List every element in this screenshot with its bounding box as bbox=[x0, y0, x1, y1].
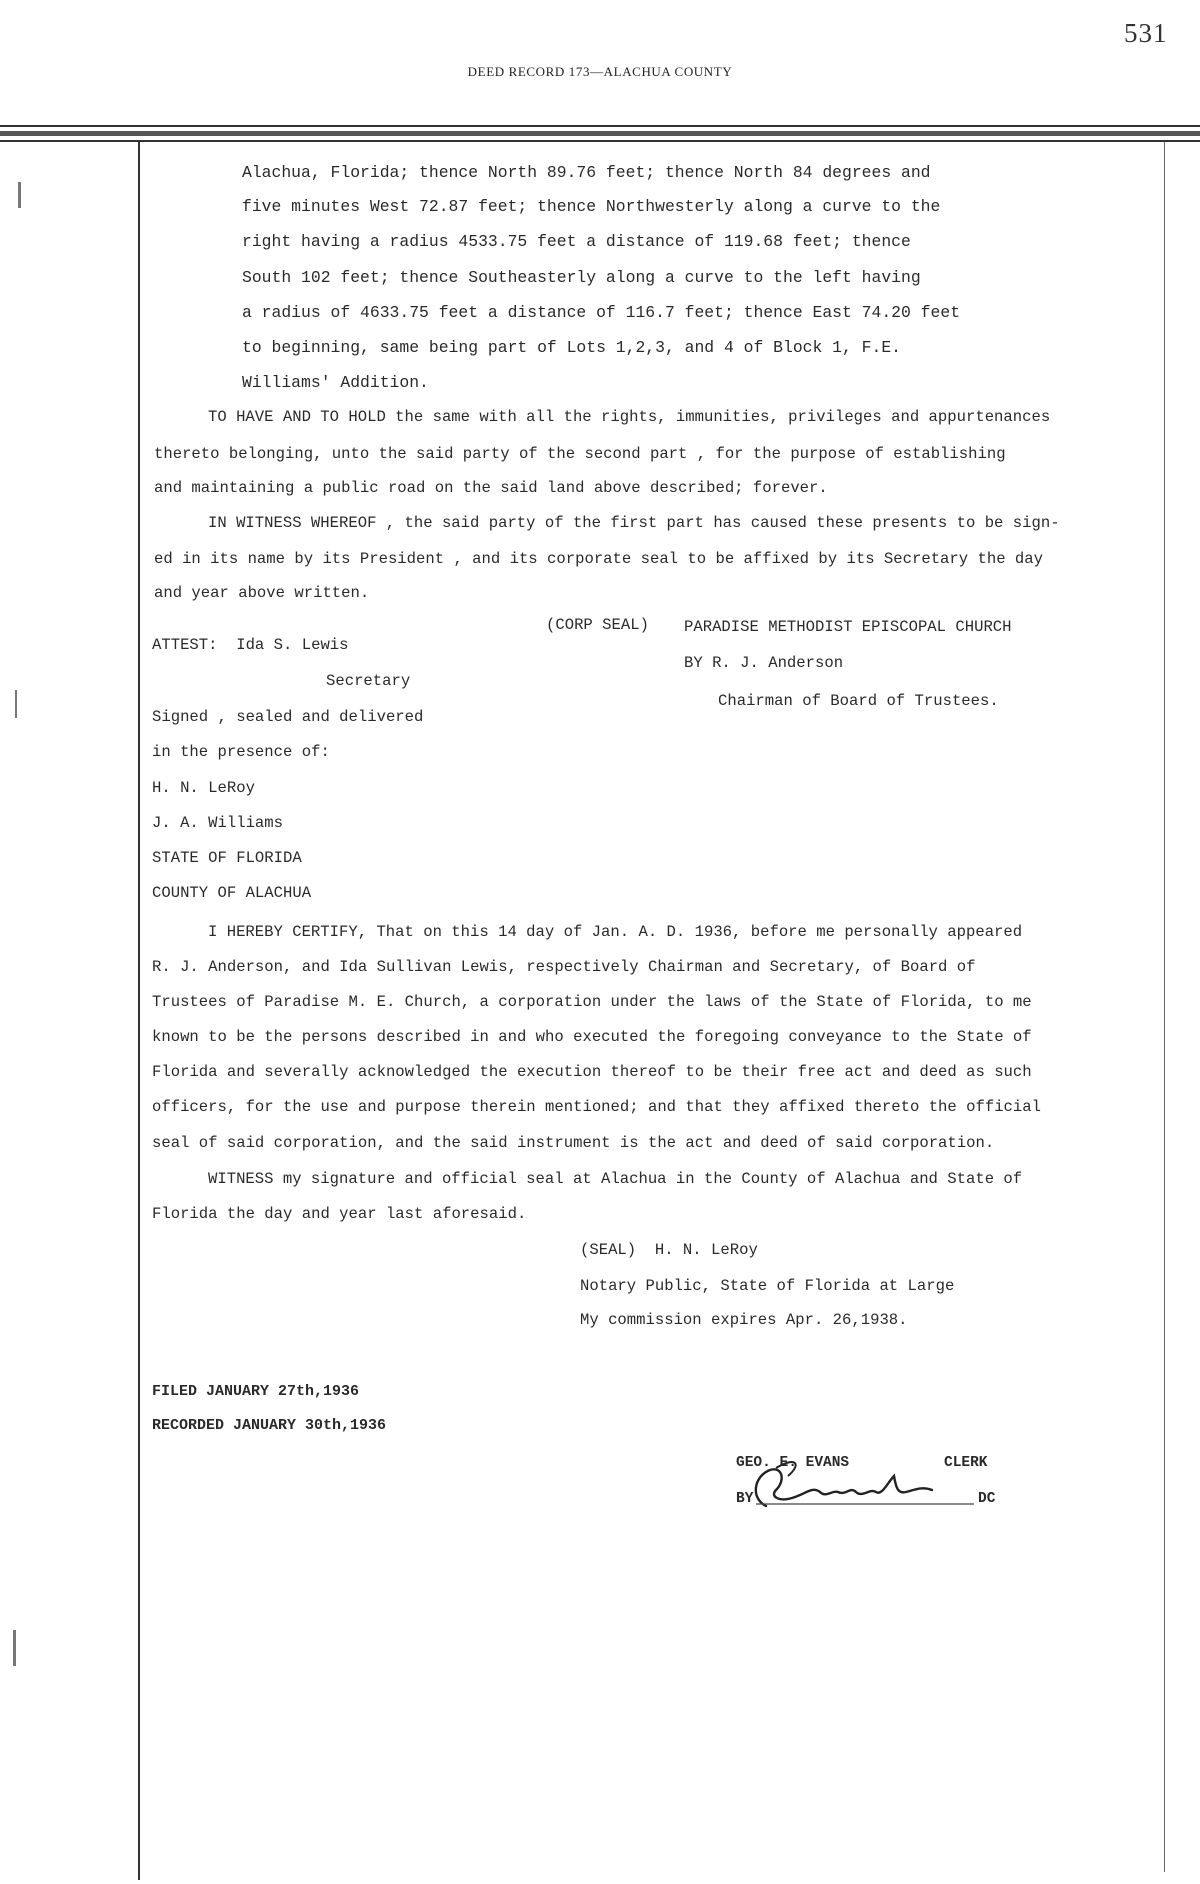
description-line: South 102 feet; thence Southeasterly along a curve to the left having bbox=[242, 268, 921, 287]
description-line: right having a radius 4533.75 feet a distance of 119.68 feet; thence bbox=[242, 232, 911, 251]
certify-line: officers, for the use and purpose therein mentioned; and that they affixed thereto the official bbox=[152, 1098, 1041, 1116]
description-line: a radius of 4633.75 feet a distance of 116.7 feet; thence East 74.20 feet bbox=[242, 303, 961, 322]
witness-name: H. N. LeRoy bbox=[152, 779, 255, 797]
habendum-line: thereto belonging, unto the said party of the second part , for the purpose of establishing bbox=[154, 445, 1006, 463]
binding-mark bbox=[18, 182, 21, 208]
witness-line: ed in its name by its President , and its corporate seal to be affixed by its Secretary the day bbox=[154, 550, 1043, 568]
habendum-line: and maintaining a public road on the said land above described; forever. bbox=[154, 479, 828, 497]
witness-seal-line: WITNESS my signature and official seal at Alachua in the County of Alachua and State of bbox=[208, 1170, 1023, 1188]
deputy-clerk-signature bbox=[736, 1406, 981, 1516]
notary-commission: My commission expires Apr. 26,1938. bbox=[580, 1311, 908, 1329]
filed-date: FILED JANUARY 27th,1936 bbox=[152, 1383, 360, 1400]
venue-county: COUNTY OF ALACHUA bbox=[152, 884, 312, 902]
page-header: DEED RECORD 173—ALACHUA COUNTY bbox=[467, 64, 733, 79]
witness-line: IN WITNESS WHEREOF , the said party of the first part has caused these presents to be sign- bbox=[208, 514, 1060, 532]
signed-sealed-line: Signed , sealed and delivered bbox=[152, 708, 424, 726]
by-line: BY R. J. Anderson bbox=[684, 654, 844, 672]
venue-state: STATE OF FLORIDA bbox=[152, 849, 302, 867]
corp-seal: (CORP SEAL) bbox=[546, 616, 649, 634]
description-line: Williams' Addition. bbox=[242, 373, 429, 392]
dc-label: DC bbox=[978, 1491, 996, 1507]
certify-line: I HEREBY CERTIFY, That on this 14 day of Jan. A. D. 1936, before me personally appeared bbox=[208, 923, 1023, 941]
witness-seal-line: Florida the day and year last aforesaid. bbox=[152, 1205, 527, 1223]
witness-name: J. A. Williams bbox=[152, 814, 284, 832]
left-margin-line bbox=[138, 142, 140, 1880]
recorded-date: RECORDED JANUARY 30th,1936 bbox=[152, 1417, 387, 1434]
header-rule bbox=[0, 125, 1200, 127]
certify-line: Trustees of Paradise M. E. Church, a corporation under the laws of the State of Florida, to me bbox=[152, 993, 1032, 1011]
notary-title: Notary Public, State of Florida at Large bbox=[580, 1277, 955, 1295]
presence-line: in the presence of: bbox=[152, 743, 330, 761]
page-number: 531 bbox=[1124, 18, 1168, 48]
chairman-title: Chairman of Board of Trustees. bbox=[718, 692, 999, 710]
certify-line: known to be the persons described in and who executed the foregoing conveyance to the State of bbox=[152, 1028, 1032, 1046]
description-line: to beginning, same being part of Lots 1,2,3, and 4 of Block 1, F.E. bbox=[242, 338, 902, 357]
header-rule bbox=[0, 140, 1200, 142]
header-rule-thick bbox=[0, 131, 1200, 136]
clerk-title: CLERK bbox=[944, 1455, 988, 1471]
certify-line: Florida and severally acknowledged the execution thereof to be their free act and deed as such bbox=[152, 1063, 1032, 1081]
certify-line: seal of said corporation, and the said instrument is the act and deed of said corporation. bbox=[152, 1134, 995, 1152]
binding-mark bbox=[13, 1630, 16, 1666]
notary-seal-line: (SEAL) H. N. LeRoy bbox=[580, 1241, 758, 1259]
right-margin-line bbox=[1164, 142, 1165, 1872]
description-line: Alachua, Florida; thence North 89.76 feet; thence North 84 degrees and bbox=[242, 163, 931, 182]
clerk-name: GEO. E. EVANS bbox=[736, 1455, 850, 1471]
church-name: PARADISE METHODIST EPISCOPAL CHURCH bbox=[684, 618, 1012, 636]
description-line: five minutes West 72.87 feet; thence Northwesterly along a curve to the bbox=[242, 197, 941, 216]
witness-line: and year above written. bbox=[154, 584, 370, 602]
by-label: BY bbox=[736, 1491, 754, 1507]
attest-line: ATTEST: Ida S. Lewis bbox=[152, 636, 349, 654]
binding-mark bbox=[15, 690, 17, 718]
certify-line: R. J. Anderson, and Ida Sullivan Lewis, respectively Chairman and Secretary, of Board of bbox=[152, 958, 976, 976]
habendum-line: TO HAVE AND TO HOLD the same with all the rights, immunities, privileges and appurtenances bbox=[208, 408, 1051, 426]
secretary-title: Secretary bbox=[326, 672, 411, 690]
